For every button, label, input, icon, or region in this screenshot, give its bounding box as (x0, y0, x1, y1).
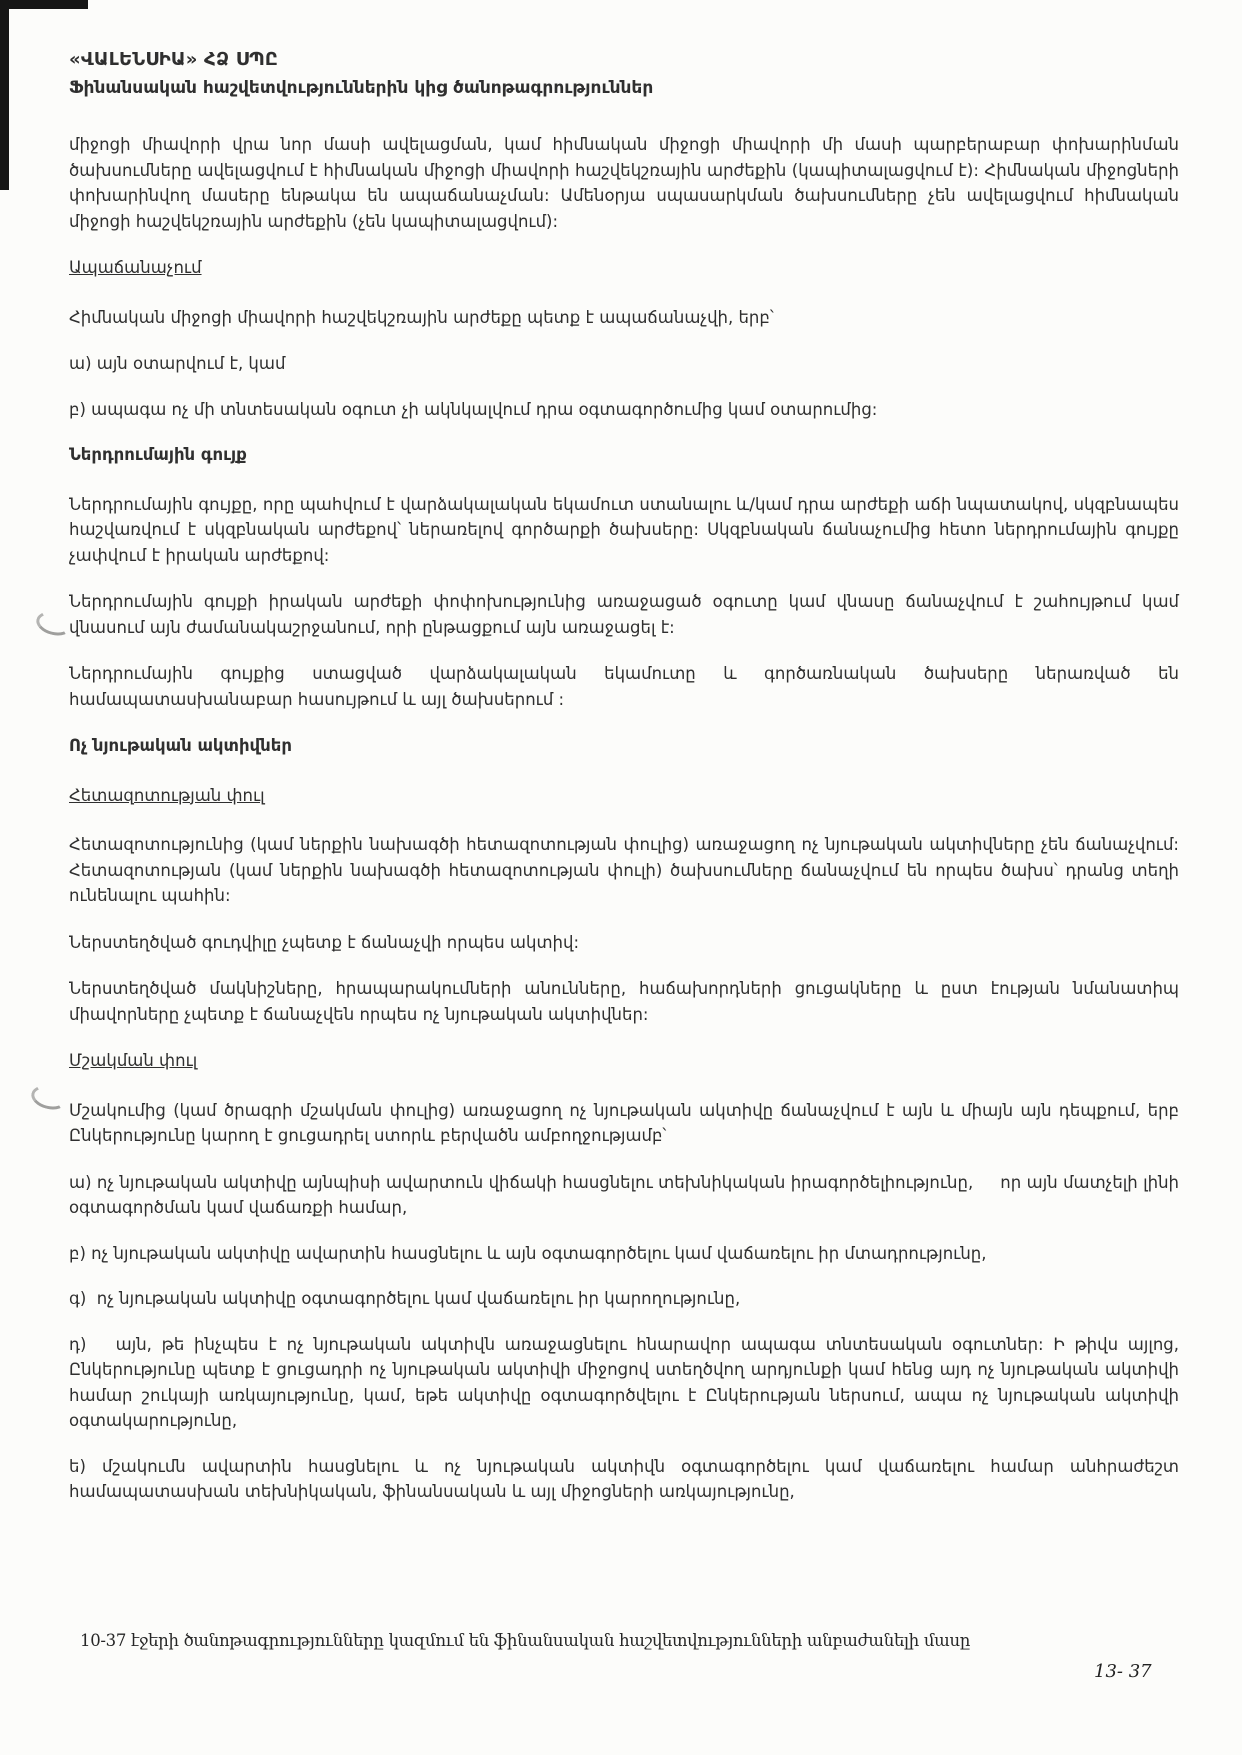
paragraph-investment-rental-income: Ներդրումային գույքից ստացված վարձակալական եկամուտը և գործառնական ծախսերը ներառված են համապատասխանաբար հասույթում և այլ ծախսերում : (69, 664, 1179, 709)
footer-note: 10-37 էջերի ծանոթագրությունները կազմում են ֆինանսական հաշվետվությունների անբաժանելի մասը (80, 1631, 971, 1650)
heading-research-phase: Հետազոտության փուլ (69, 785, 265, 805)
list-item-development-d: դ) այն, թե ինչպես է ոչ նյութական ակտիվն առաջացնելու հնարավոր ապագա տնտեսական օգուտներ: Ի թիվս այլոց, Ընկերությունը պետք է ցուցադրի ոչ նյութական ակտիվի միջոցով ստեղծվող արդյունքի կամ հենց այդ ոչ նյութական ակտիվի համար շուկայի առկայությունը, կամ, եթե ակտիվը օգտագործվելու է Ընկերության ներսում, ապա ոչ նյութական ակտիվի օգտակարությունը, (69, 1334, 1179, 1430)
heading-intangible-assets: Ոչ նյութական ակտիվներ (69, 736, 292, 755)
scan-artifact-corner-vertical (0, 0, 9, 190)
paragraph-investment-initial-measurement: Ներդրումային գույքը, որը պահվում է վարձակալական եկամուտ ստանալու և/կամ դրա արժեքի աճի նպատակով, սկզբնապես հաշվառվում է սկզբնական արժեքով՝ ներառելով գործարքի ծախսերը: Սկզբնական ճանաչումից հետո ներդրումային գույքը չափվում է իրական արժեքով: (69, 494, 1179, 565)
scan-artifact-corner-horizontal (0, 0, 88, 9)
paragraph-internally-generated-brands: Ներստեղծված մակնիշները, հրապարակումների անունները, հաճախորդների ցուցակները և ըստ էության նմանատիպ միավորները չպետք է ճանաչվեն որպես ոչ նյութական ակտիվներ: (69, 979, 1179, 1024)
document-body (69, 46, 1179, 1525)
document-subtitle: Ֆինանսական հաշվետվություններին կից ծանոթագրություններ (69, 78, 654, 98)
paragraph-development-intro: Մշակումից (կամ ծրագրի մշակման փուլից) առաջացող ոչ նյութական ակտիվը ճանաչվում է այն և միայն այն դեպքում, երբ Ընկերությունը կարող է ցուցադրել ստորև բերվածն ամբողջությամբ՝ (69, 1100, 1179, 1145)
list-item-development-g: գ) ոչ նյութական ակտիվը օգտագործելու կամ վաճառելու իր կարողությունը, (69, 1289, 741, 1308)
heading-investment-property: Ներդրումային գույք (69, 445, 247, 464)
paragraph-fixed-assets-capitalization: միջոցի միավորի վրա նոր մասի ավելացման, կամ հիմնական միջոցի միավորի մի մասի պարբերաբար փոխարինման ծախսումները ավելացվում է հիմնական միջոցի միավորի հաշվեկշռային արժեքին (կապիտալացվում է): Հիմնական միջոցների փոխարինվող մասերը ենթակա են ապաճանաչման: Ամենօրյա սպասարկման ծախսումները չեն ավելացվում հիմնական միջոցի հաշվեկշռային արժեքին (չեն կապիտալացվում): (69, 135, 1179, 231)
heading-development-phase: Մշակման փուլ (69, 1051, 198, 1070)
list-item-derecognition-b: բ) ապագա ոչ մի տնտեսական օգուտ չի ակնկալվում դրա օգտագործումից կամ օտարումից: (69, 399, 878, 419)
heading-derecognition: Ապաճանաչում (69, 258, 202, 277)
paragraph-derecognition-intro: Հիմնական միջոցի միավորի հաշվեկշռային արժեքը պետք է ապաճանաչվի, երբ՝ (69, 307, 774, 327)
scan-curl-mark (29, 1082, 69, 1113)
paragraph-research-phase: Հետազոտությունից (կամ ներքին նախագծի հետազոտության փուլից) առաջացող ոչ նյութական ակտիվները չեն ճանաչվում: Հետազոտության (կամ ներքին նախագծի հետազոտության փուլի) ծախսումները ճանաչվում են որպես ծախս՝ դրանց տեղի ունենալու պահին: (69, 835, 1179, 905)
paragraph-internally-generated-goodwill: Ներստեղծված գուդվիլը չպետք է ճանաչվի որպես ակտիվ: (69, 932, 580, 952)
paragraph-investment-fair-value: Ներդրումային գույքի իրական արժեքի փոփոխությունից առաջացած օգուտը կամ վնասը ճանաչվում է շահույթում կամ վնասում այն ժամանակաշրջանում, որի ընթացքում այն առաջացել է: (69, 592, 1179, 637)
company-title: «ՎԱԼԵՆՍԻԱ» ՀՁ ՍՊԸ (69, 49, 279, 70)
list-item-development-b: բ) ոչ նյութական ակտիվը ավարտին հասցնելու և այն օգտագործելու կամ վաճառելու իր մտադրությունը, (69, 1243, 987, 1263)
list-item-development-e: ե) մշակումն ավարտին հասցնելու և ոչ նյութական ակտիվն օգտագործելու կամ վաճառելու համար անհրաժեշտ համապատասխան տեխնիկական, ֆինանսական և այլ միջոցների առկայությունը, (69, 1456, 1179, 1501)
list-item-derecognition-a: ա) այն օտարվում է, կամ (69, 354, 286, 373)
list-item-development-a: ա) ոչ նյութական ակտիվը այնպիսի ավարտուն վիճակի հասցնելու տեխնիկական իրագործելիությունը, որ այն մատչելի լինի օգտագործման կամ վաճառքի համար, (69, 1172, 1179, 1217)
page-number: 13- 37 (1094, 1661, 1152, 1682)
